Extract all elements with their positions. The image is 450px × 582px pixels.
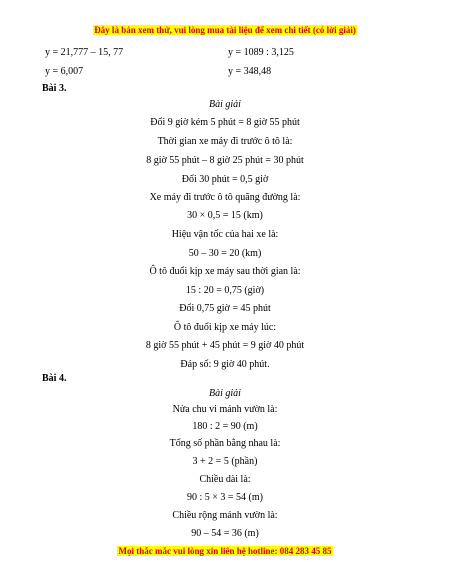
solution-line: Đổi 9 giờ kém 5 phút = 8 giờ 55 phút xyxy=(150,117,300,128)
solution-label: Bài giải xyxy=(209,388,241,399)
solution-line: 30 × 0,5 = 15 (km) xyxy=(187,210,263,221)
solution-line: 180 : 2 = 90 (m) xyxy=(192,421,258,432)
section-heading-bai4: Bài 4. xyxy=(42,373,67,384)
equation-result: y = 6,007 xyxy=(45,66,84,77)
solution-line: 8 giờ 55 phút + 45 phút = 9 giờ 40 phút xyxy=(145,340,305,351)
hotline-banner xyxy=(0,546,450,556)
final-answer: Đáp số: 9 giờ 40 phút. xyxy=(180,359,270,370)
preview-notice-text: Đây là bản xem thử, vui lòng mua tài liệu để xem chi tiết (có lời giải) xyxy=(94,25,356,35)
equation-result: y = 1089 : 3,125 xyxy=(228,47,294,58)
solution-line: 8 giờ 55 phút – 8 giờ 25 phút = 30 phút xyxy=(146,155,304,166)
equation-result: y = 348,48 xyxy=(228,66,272,77)
solution-line: Nửa chu vi mảnh vườn là: xyxy=(172,404,278,415)
section-heading-bai3: Bài 3. xyxy=(42,83,67,94)
solution-line: 50 – 30 = 20 (km) xyxy=(188,248,262,259)
solution-line: 3 + 2 = 5 (phần) xyxy=(192,456,258,467)
solution-line: Chiều dài là: xyxy=(199,474,251,485)
solution-line: Ô tô đuổi kịp xe máy lúc: xyxy=(173,322,277,333)
solution-line: Chiều rộng mảnh vườn là: xyxy=(172,510,278,521)
solution-line: Tổng số phần bằng nhau là: xyxy=(169,438,281,449)
solution-line: 90 : 5 × 3 = 54 (m) xyxy=(187,492,263,503)
solution-line: 90 – 54 = 36 (m) xyxy=(191,528,259,539)
solution-line: Đổi 30 phút = 0,5 giờ xyxy=(181,174,269,185)
solution-line: Đổi 0,75 giờ = 45 phút xyxy=(179,303,271,314)
solution-line: Thời gian xe máy đi trước ô tô là: xyxy=(157,136,293,147)
solution-line: Hiệu vận tốc của hai xe là: xyxy=(171,229,279,240)
solution-line: Ô tô đuổi kịp xe máy sau thời gian là: xyxy=(149,266,301,277)
solution-line: 15 : 20 = 0,75 (giờ) xyxy=(185,285,265,296)
solution-line: Xe máy đi trước ô tô quãng đường là: xyxy=(149,192,301,203)
preview-notice-banner xyxy=(0,25,450,35)
equation-result: y = 21,777 – 15, 77 xyxy=(45,47,124,58)
hotline-text: Mọi thắc mắc vui lòng xin liên hệ hotline: 084 283 45 85 xyxy=(118,546,332,556)
solution-label: Bài giải xyxy=(209,99,241,110)
